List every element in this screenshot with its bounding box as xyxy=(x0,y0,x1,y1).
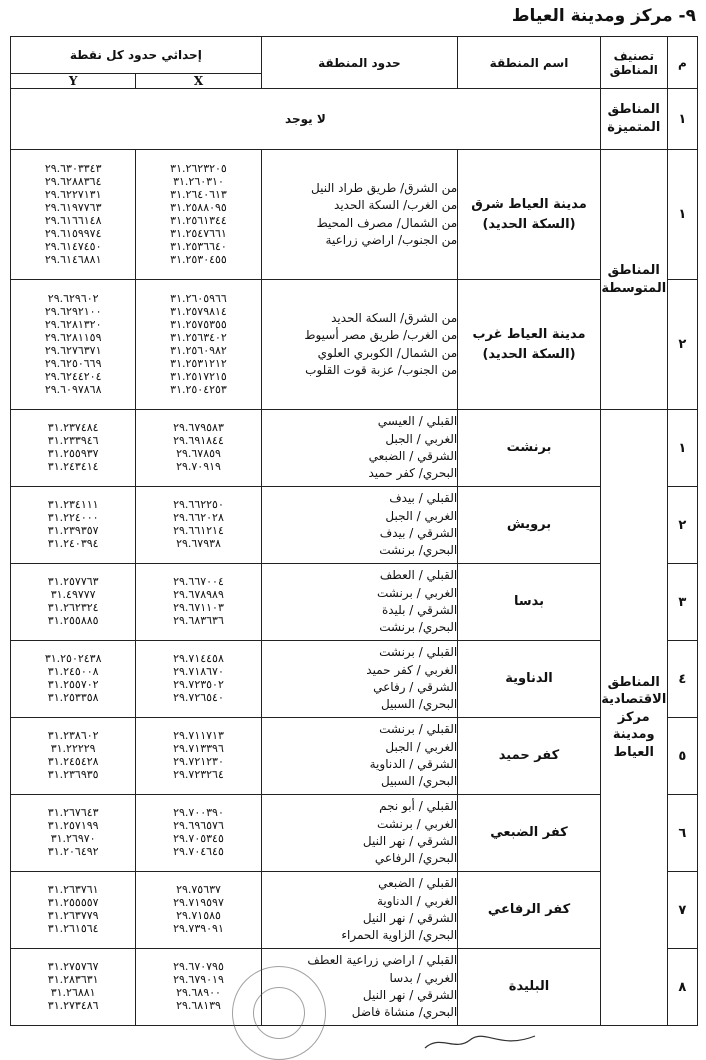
coord-value: ٢٩.٦٧٩٣٨ xyxy=(176,537,221,550)
coord-value: ٢٩.٦٧٩٥٨٣ xyxy=(173,421,224,434)
row-number: ٢ xyxy=(667,280,697,410)
x-coords xyxy=(136,872,261,949)
coord-value: ٣١.٢٧٣٤٨٦ xyxy=(47,999,99,1012)
table-row xyxy=(11,949,698,1026)
signature-mark xyxy=(420,1030,540,1054)
zone-name: البليدة xyxy=(458,949,601,1026)
bound-line: القبلي / العيسي xyxy=(377,414,458,429)
coord-value: ٢٩.٦٧٨٥٩ xyxy=(176,447,221,460)
official-seal xyxy=(232,966,326,1060)
bound-line: الغربي / الجبل xyxy=(385,431,458,446)
coord-value: ٣١.٢٥٥٩٣٧ xyxy=(47,447,99,460)
coord-value: ٣١.٢٣٤١١١ xyxy=(47,498,99,511)
coord-value: ٣١.٢٥٤٧٦٦١ xyxy=(170,226,227,240)
coord-value: ٢٩.٦٢٩٢١٠٠ xyxy=(44,304,102,318)
bound-line: القبلي / برنشت xyxy=(379,722,458,737)
coord-value: ٢٩.٧٠٩١٩ xyxy=(176,460,221,473)
coord-value: ٢٩.٦٢٨١١٥٩ xyxy=(44,330,102,344)
coord-value: ٣١.٢٦١٥٦٤ xyxy=(47,922,99,935)
bound-line: القبلي / برنشت xyxy=(379,645,458,660)
header-coordinates: إحداثي حدود كل نقطة xyxy=(11,37,262,74)
coord-value: ٢٩.٦٢٨٨٣٦٤ xyxy=(44,174,102,188)
table-row xyxy=(11,718,698,795)
coord-value: ٢٩.٧٥٦٣٧ xyxy=(176,883,221,896)
x-coords xyxy=(136,641,261,718)
coord-value: ٢٩.٦٩٦٥٧٦ xyxy=(173,819,224,832)
coord-value: ٢٩.٦٢٩٦٠٢ xyxy=(47,291,99,305)
bound-line: الشرقي / الضبعي xyxy=(368,449,458,463)
coord-value: ٣١.٢٤٠٣٩٤ xyxy=(47,537,99,550)
coord-value: ٢٩.٧١٩٥٩٧ xyxy=(173,896,224,909)
table-row xyxy=(11,564,698,641)
coord-value: ٢٩.٦٠٩٧٨٦٨ xyxy=(44,382,102,396)
bound-line: الغربي / بدسا xyxy=(389,970,458,985)
coord-value: ٣١.٢٥٠٤٢٥٣ xyxy=(170,382,227,396)
row-number: ١ xyxy=(667,150,697,280)
coord-value: ٣١.٢٤٥٤٢٨ xyxy=(47,755,99,768)
zone-bounds xyxy=(261,150,458,280)
bound-line: الغربي / الدناوية xyxy=(376,893,458,908)
none-note: لا يوجد xyxy=(11,89,601,150)
bound-line: البحري/ منشاة فاضل xyxy=(351,1005,458,1020)
bound-line: القبلي / اراضي زراعية العطف xyxy=(307,953,458,968)
coord-value: ٢٩.٧١٥٨٥ xyxy=(176,909,221,922)
zone-name: مدينة العياط شرق (السكة الحديد) xyxy=(458,150,601,280)
bound-line: من الشرق/ السكة الحديد xyxy=(331,310,458,325)
bound-line: البحري/ السبيل xyxy=(380,697,458,712)
y-coords xyxy=(11,487,136,564)
bound-line: الشرقي / نهر النيل xyxy=(362,834,458,848)
zone-name: برنشت xyxy=(458,410,601,487)
table-row xyxy=(11,89,698,150)
bound-line: من الشمال/ الكوبري العلوي xyxy=(317,345,458,360)
coord-value: ٣١.٢٦٣٧٧٩ xyxy=(47,909,99,922)
y-coords xyxy=(11,280,136,410)
coord-value: ٢٩.٧٢٣٥٠٢ xyxy=(173,678,224,691)
coord-value: ٣١.٢٦٢٣٢٤ xyxy=(47,601,99,614)
coord-value: ٢٩.٦٢٨١٣٢٠ xyxy=(44,317,102,331)
x-coords xyxy=(136,487,261,564)
table-row xyxy=(11,410,698,487)
x-coords xyxy=(136,564,261,641)
coord-value: ٣١.٢٣٩٣٥٧ xyxy=(47,524,99,537)
x-coords xyxy=(136,410,261,487)
coord-value: ٣١.٢٣٦٩٣٥ xyxy=(47,768,99,781)
classification-cell: المناطق المتميزة xyxy=(600,89,667,150)
bound-line: الغربي / كفر حميد xyxy=(366,662,458,677)
zone-bounds xyxy=(261,410,458,487)
coord-value: ٢٩.٦٦٢٢٥٠ xyxy=(173,498,224,511)
coord-value: ٢٩.٦٧٨٩٨٩ xyxy=(173,588,224,601)
zone-name: كفر الضبعي xyxy=(458,795,601,872)
coord-value: ٣١.٢٥٦١٣٤٤ xyxy=(170,213,227,227)
header-zone-name: اسم المنطقة xyxy=(458,37,601,89)
header-y: Y xyxy=(11,74,136,89)
coord-value: ٢٩.٦١٤٦٨٨١ xyxy=(44,252,102,266)
y-coords xyxy=(11,795,136,872)
coord-value: ٣١.٢٦٧٦٤٣ xyxy=(47,806,99,819)
bound-line: القبلي / العطف xyxy=(379,568,458,583)
coord-value: ٣١.٢٥٨٨٠٩٥ xyxy=(170,200,227,214)
coord-value: ٣١.٢٨٣٦٣١ xyxy=(47,973,99,986)
bound-line: الشرقي / بليدة xyxy=(381,603,458,617)
zone-name: بدسا xyxy=(458,564,601,641)
coord-value: ٢٩.٦٢٥٠٦٦٩ xyxy=(44,356,102,370)
y-coords xyxy=(11,718,136,795)
coord-value: ٣١.٢٥٠٢٤٣٨ xyxy=(44,652,102,665)
bound-line: من الغرب/ السكة الحديد xyxy=(334,198,458,213)
coord-value: ٣١.٢٥٥٧٠٢ xyxy=(47,678,99,691)
row-number: ٣ xyxy=(667,564,697,641)
coord-value: ٣١.٢٦٩٧٠ xyxy=(50,832,96,845)
y-coords xyxy=(11,949,136,1026)
table-row xyxy=(11,280,698,410)
coord-value: ٢٩.٧٣٩٠٩١ xyxy=(173,922,224,935)
coord-value: ٣١.٢٧٥٧٦٧ xyxy=(47,960,99,973)
bound-line: الشرقي / نهر النيل xyxy=(362,988,458,1002)
coord-value: ٣١.٢٥٦٠٩٨٢ xyxy=(170,343,227,357)
y-coords xyxy=(11,872,136,949)
coord-value: ٢٩.٦٢٢٧١٣١ xyxy=(44,187,102,201)
bound-line: من الغرب/ طريق مصر أسيوط xyxy=(304,328,458,343)
coord-value: ٣١.٢٥٣٦٦٤٠ xyxy=(170,239,227,253)
bound-line: الغربي / برنشت xyxy=(377,816,458,831)
coord-value: ٢٩.٧١١٧١٣ xyxy=(173,729,224,742)
coord-value: ٢٩.٧٠٥٣٤٥ xyxy=(173,832,224,845)
coord-value: ٣١.٢٥٥٥٥٧ xyxy=(47,896,99,909)
table-row xyxy=(11,150,698,280)
coord-value: ٣١.٤٩٧٧٧ xyxy=(50,588,96,601)
coord-value: ٣١.٢٥١٧٢١٥ xyxy=(170,369,227,383)
coord-value: ٢٩.٧١٤٤٥٨ xyxy=(173,652,224,665)
table-row xyxy=(11,487,698,564)
zone-name: برويش xyxy=(458,487,601,564)
bound-line: الشرقي / بيدف xyxy=(379,526,458,540)
coord-value: ٢٩.٦٨١٣٩ xyxy=(176,999,221,1012)
bound-line: البحري/ برنشت xyxy=(379,543,458,558)
row-number: ٧ xyxy=(667,872,697,949)
bound-line: القبلي / أبو نجم xyxy=(379,799,458,814)
zone-bounds xyxy=(261,872,458,949)
coord-value: ٢٩.٦٧٩٠١٩ xyxy=(173,973,224,986)
zone-bounds xyxy=(261,487,458,564)
row-number: ٦ xyxy=(667,795,697,872)
coord-value: ٣١.٢٢٢٢٩ xyxy=(50,742,96,755)
bound-line: الشرقي / الدناوية xyxy=(369,757,458,771)
bound-line: الغربي / برنشت xyxy=(377,585,458,600)
coord-value: ٢٩.٦٦٧٠٠٤ xyxy=(173,575,224,588)
coord-value: ٢٩.٦١٥٩٩٧٤ xyxy=(44,226,102,240)
x-coords xyxy=(136,795,261,872)
coord-value: ٣١.٢٦٣٧٦١ xyxy=(47,883,99,896)
coord-value: ٣١.٢٣٣٩٤٦ xyxy=(47,434,99,447)
bound-line: من الشمال/ مصرف المحيط xyxy=(316,215,458,230)
coord-value: ٣١.٢٥٣١٢١٢ xyxy=(170,356,227,370)
bound-line: الشرقي / رفاعي xyxy=(373,680,458,694)
y-coords xyxy=(11,641,136,718)
coord-value: ٢٩.٦٦٢٠٢٨ xyxy=(173,511,224,524)
coord-value: ٢٩.٧٢١٢٣٠ xyxy=(173,755,224,768)
zone-bounds xyxy=(261,280,458,410)
coord-value: ٣١.٢٥٣٠٤٥٥ xyxy=(170,252,227,266)
coord-value: ٣١.٢٣٧٤٨٤ xyxy=(47,421,99,434)
header-bounds: حدود المنطقة xyxy=(261,37,458,89)
coord-value: ٢٩.٦٨٩٠٠ xyxy=(176,986,221,999)
y-coords xyxy=(11,150,136,280)
y-coords xyxy=(11,410,136,487)
bound-line: الغربي / الجبل xyxy=(385,508,458,523)
x-coords xyxy=(136,280,261,410)
zone-bounds xyxy=(261,795,458,872)
zones-table xyxy=(10,36,698,1026)
header-x: X xyxy=(136,74,261,89)
coord-value: ٢٩.٦١٦٦١٤٨ xyxy=(44,213,102,227)
zone-name: كفر الرفاعي xyxy=(458,872,601,949)
zone-name: الدناوية xyxy=(458,641,601,718)
coord-value: ٣١.٢٥٧٥٣٥٥ xyxy=(170,317,227,331)
row-number: ٥ xyxy=(667,718,697,795)
coord-value: ٣١.٢٤٥٠٠٨ xyxy=(47,665,99,678)
coord-value: ٢٩.٦٩١٨٤٤ xyxy=(173,434,224,447)
header-classification: تصنيف المناطق xyxy=(600,37,667,89)
classification-cell: المناطق الاقتصادية مركز ومدينة العياط xyxy=(600,410,667,1026)
coord-value: ٣١.٢٥٧١٩٩ xyxy=(47,819,99,832)
bound-line: البحري/ الزاوية الحمراء xyxy=(341,928,458,943)
bound-line: من الجنوب/ اراضي زراعية xyxy=(325,232,458,247)
bound-line: من الجنوب/ عزبة قوت القلوب xyxy=(305,362,458,377)
table-row xyxy=(11,795,698,872)
coord-value: ٢٩.٧٠٠٣٩٠ xyxy=(173,806,224,819)
coord-value: ٢٩.٦٣٠٣٣٤٣ xyxy=(44,161,102,175)
bound-line: القبلي / بيدف xyxy=(389,491,458,506)
coord-value: ٣١.٢٦٤٠٦١٣ xyxy=(170,187,227,201)
coord-value: ٢٩.٧٠٤٦٤٥ xyxy=(173,845,224,858)
row-number: ١ xyxy=(667,410,697,487)
zone-bounds xyxy=(261,718,458,795)
bound-line: البحري/ الرفاعي xyxy=(374,851,458,866)
table-row xyxy=(11,872,698,949)
row-number: ٢ xyxy=(667,487,697,564)
coord-value: ٣١.٢٥٧٧٦٣ xyxy=(47,575,99,588)
coord-value: ٢٩.٦٧٠٧٩٥ xyxy=(173,960,224,973)
zone-bounds xyxy=(261,564,458,641)
coord-value: ٢٩.٦٨٣٦٣٦ xyxy=(173,614,224,627)
coord-value: ٣١.٢٤٣٤١٤ xyxy=(47,460,99,473)
bound-line: الغربي / الجبل xyxy=(385,739,458,754)
bound-line: البحري/ السبيل xyxy=(380,774,458,789)
zone-bounds xyxy=(261,641,458,718)
row-number: ٨ xyxy=(667,949,697,1026)
coord-value: ٣١.٢٥٥٨٨٥ xyxy=(47,614,99,627)
coord-value: ٣١.٢٦٠٥٩٦٦ xyxy=(170,291,227,305)
coord-value: ٢٩.٧٢٣٢٦٤ xyxy=(173,768,224,781)
row-number: ١ xyxy=(667,89,697,150)
header-num: م xyxy=(667,37,697,89)
coord-value: ٣١.٢٢٤٠٠٠ xyxy=(47,511,99,524)
page-title: ٩- مركز ومدينة العياط xyxy=(511,6,696,26)
coord-value: ٣١.٢٦٨٨١ xyxy=(50,986,96,999)
x-coords xyxy=(136,718,261,795)
coord-value: ٢٩.٦٦١٢١٤ xyxy=(173,524,224,537)
bound-line: من الشرق/ طريق طراد النيل xyxy=(311,180,458,195)
coord-value: ٢٩.٦٧١١٠٣ xyxy=(173,601,224,614)
bound-line: القبلي / الضبعي xyxy=(378,876,458,891)
zone-name: كفر حميد xyxy=(458,718,601,795)
coord-value: ٣١.٢٥٧٩٨١٤ xyxy=(170,304,227,318)
coord-value: ٢٩.٧٢٦٥٤٠ xyxy=(173,691,224,704)
coord-value: ٢٩.٦٢٧٦٣٧١ xyxy=(44,343,102,357)
coord-value: ٣١.٢٦٠٣١٠ xyxy=(173,174,224,188)
coord-value: ٣١.٢٥٣٣٥٨ xyxy=(47,691,99,704)
coord-value: ٣١.٢٥٦٣٤٠٢ xyxy=(170,330,227,344)
classification-cell: المناطق المتوسطة xyxy=(600,150,667,410)
row-number: ٤ xyxy=(667,641,697,718)
coord-value: ٢٩.٧١٨٦٧٠ xyxy=(173,665,224,678)
table-row xyxy=(11,641,698,718)
coord-value: ٢٩.٦١٤٧٤٥٠ xyxy=(44,239,102,253)
coord-value: ٢٩.٦١٩٧٧٦٣ xyxy=(44,200,102,214)
zone-name: مدينة العياط غرب (السكة الحديد) xyxy=(458,280,601,410)
coord-value: ٢٩.٦٢٤٤٢٠٤ xyxy=(44,369,102,383)
bound-line: الشرقي / نهر النيل xyxy=(362,911,458,925)
coord-value: ٣١.٢٦٢٣٢٠٥ xyxy=(170,161,227,175)
coord-value: ٣١.٢٣٨٦٠٢ xyxy=(47,729,99,742)
coord-value: ٢٩.٧١٣٣٩٦ xyxy=(173,742,224,755)
bound-line: البحري/ برنشت xyxy=(379,620,458,635)
bound-line: البحري/ كفر حميد xyxy=(368,466,458,481)
coord-value: ٣١.٢٠٦٤٩٢ xyxy=(47,845,99,858)
x-coords xyxy=(136,150,261,280)
y-coords xyxy=(11,564,136,641)
